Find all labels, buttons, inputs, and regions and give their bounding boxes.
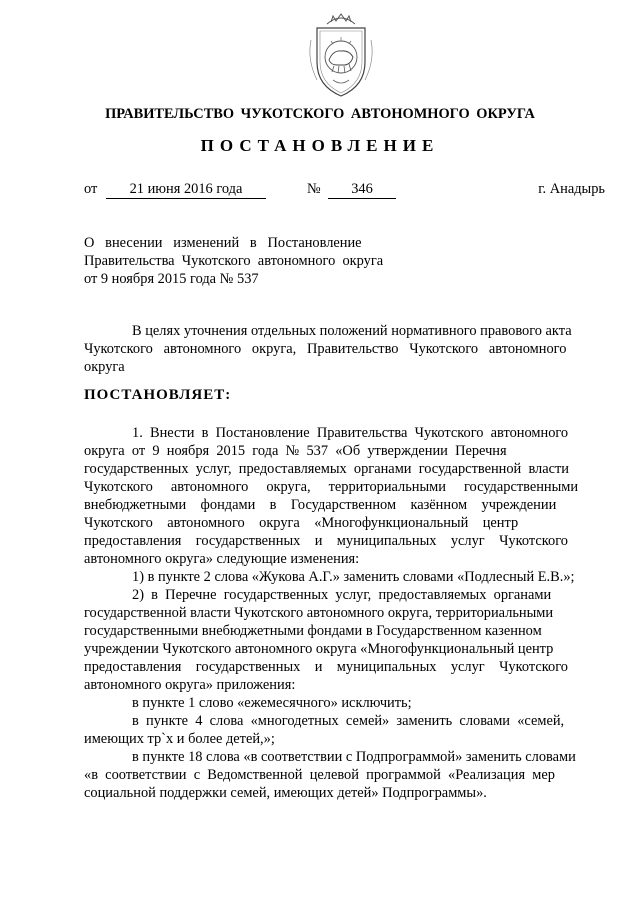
body-line: «в соответствии с Ведомственной целевой программой «Реализация мер [84, 767, 555, 783]
body-line: в пункте 18 слова «в соответствии с Подпрограммой» заменить словами [132, 749, 576, 765]
body-line: в пункте 4 слова «многодетных семей» заменить словами «семей, [132, 713, 565, 729]
document-number: 346 [328, 181, 396, 199]
body-line: имеющих тр`х и более детей,»; [84, 731, 275, 747]
preamble-line: Чукотского автономного округа, Правительство Чукотского автономного [84, 341, 567, 357]
preamble-line: В целях уточнения отдельных положений нормативного правового акта [132, 323, 572, 339]
body-line: предоставления государственных и муниципальных услуг Чукотского [84, 533, 568, 549]
from-label: от [84, 181, 98, 197]
body-line: социальной поддержки семей, имеющих детей» Подпрограммы». [84, 785, 487, 801]
subject-line: Правительства Чукотского автономного округа [84, 253, 384, 269]
body-line: округа от 9 ноября 2015 года № 537 «Об утверждении Перечня [84, 443, 507, 459]
body-line: автономного округа» следующие изменения: [84, 551, 360, 567]
document-date: 21 июня 2016 года [106, 181, 266, 199]
document-subject [84, 234, 404, 288]
body-line: учреждении Чукотского автономного округа «Многофункциональный центр [84, 641, 554, 657]
body-line: Чукотского автономного округа «Многофункциональный центр [84, 515, 519, 531]
item-2: в пункте 1 слово «ежемесячного» исключить; [132, 695, 412, 711]
paragraph-4 [84, 748, 602, 802]
body-line: Чукотского автономного округа, территориальными государственными [84, 479, 579, 495]
paragraph-1 [84, 424, 602, 568]
paragraph-3 [84, 712, 602, 748]
body-line: государственными внебюджетными фондами в Государственном казенном [84, 623, 542, 639]
resolution-body [84, 424, 602, 802]
paragraph-2 [84, 586, 602, 694]
preamble-line: округа [84, 359, 125, 375]
body-line: 2) в Перечне государственных услуг, предоставляемых органами [132, 587, 552, 603]
document-city: г. Анадырь [538, 181, 605, 197]
coat-of-arms-emblem [303, 10, 379, 100]
subject-line: О внесении изменений в Постановление [84, 235, 362, 251]
body-line: внебюджетными фондами в Государственном казённом учреждении [84, 497, 557, 513]
body-line: государственной власти Чукотского автономного округа, территориальными [84, 605, 554, 621]
body-line: предоставления государственных и муниципальных услуг Чукотского [84, 659, 568, 675]
resolves-heading: ПОСТАНОВЛЯЕТ: [84, 387, 232, 403]
body-line: 1. Внести в Постановление Правительства Чукотского автономного [132, 425, 569, 441]
number-sign: № [307, 181, 321, 197]
document-type-title: ПОСТАНОВЛЕНИЕ [200, 136, 440, 155]
subject-line: от 9 ноября 2015 года № 537 [84, 271, 259, 287]
item-1: 1) в пункте 2 слова «Жукова А.Г.» заменить словами «Подлесный Е.В.»; [132, 569, 575, 585]
body-line: автономного округа» приложения: [84, 677, 296, 693]
government-title: ПРАВИТЕЛЬСТВО ЧУКОТСКОГО АВТОНОМНОГО ОКРУГА [105, 106, 535, 122]
document-meta-row [84, 181, 605, 201]
preamble [84, 322, 602, 376]
body-line: государственных услуг, предоставляемых органами государственной власти [84, 461, 569, 477]
